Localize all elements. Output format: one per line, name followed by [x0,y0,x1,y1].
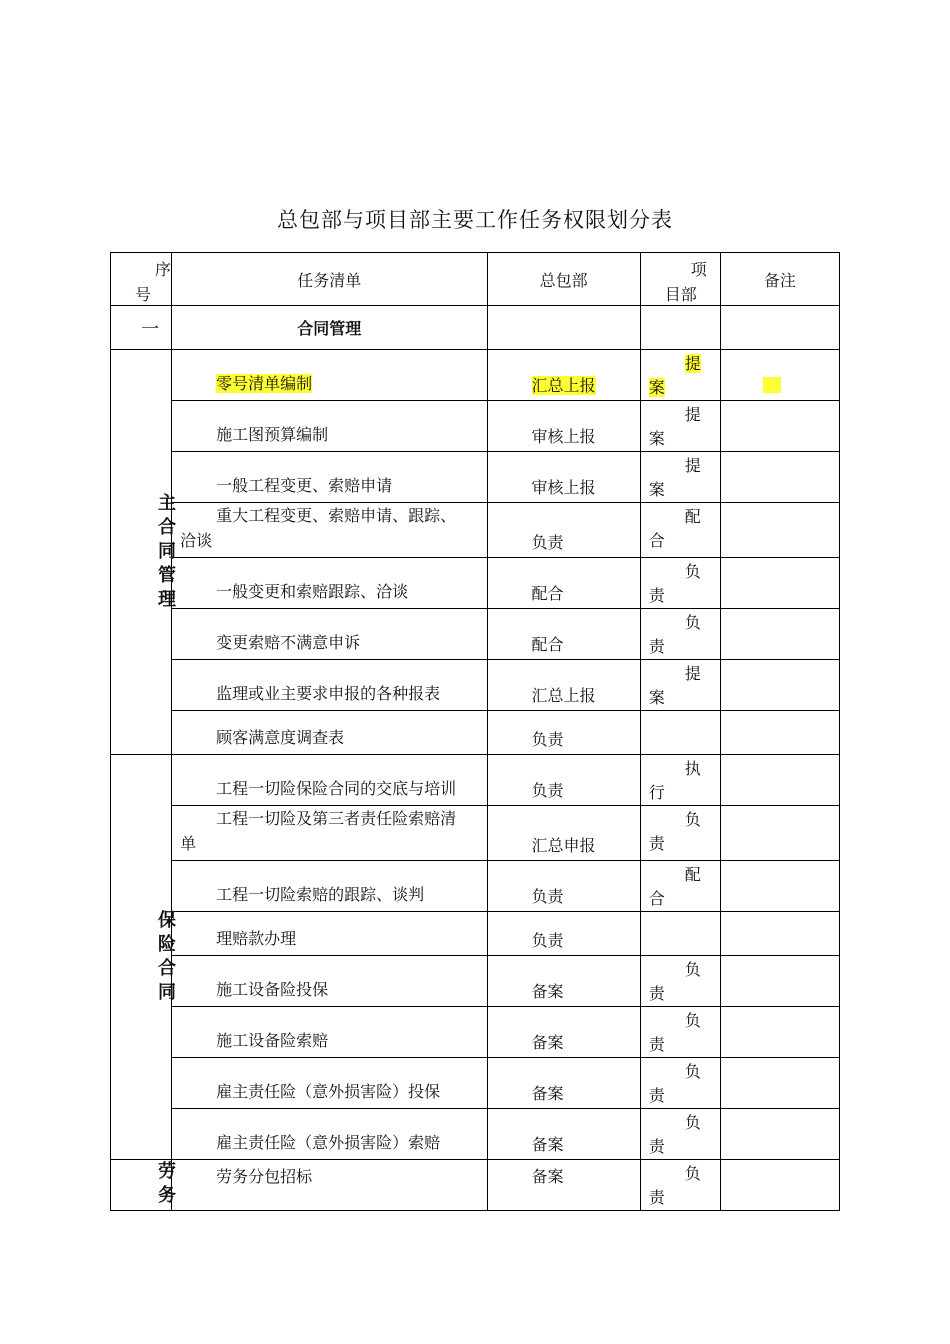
task-cell [172,503,487,558]
header-project-line1: 项 [690,260,707,279]
note-cell [720,1160,839,1211]
table-row [111,1160,840,1211]
project-text-line1: 负 [684,960,701,979]
group-label-char: 管 [158,565,176,586]
project-text-line1: 负 [684,810,701,829]
header-project-line2: 目部 [664,285,697,304]
project-cell [640,956,720,1007]
note-cell [720,755,839,806]
note-cell [720,558,839,609]
hq-cell: 负责 [487,503,640,558]
table-row [111,558,840,609]
project-cell [640,1058,720,1109]
hq-cell: 备案 [487,1007,640,1058]
table-row [111,755,840,806]
table-row [111,609,840,660]
section-number: 一 [111,306,172,350]
project-text-line2: 案 [648,429,665,448]
table-row [111,452,840,503]
project-text-line2: 责 [648,834,665,853]
project-text-line1: 提 [684,405,701,424]
table-row [111,1109,840,1160]
task-cell: 变更索赔不满意申诉 [172,609,487,660]
task-cell [172,806,487,861]
table-header-row [111,253,840,306]
header-seq-line2: 号 [135,285,152,304]
project-text-line1: 配 [684,865,701,884]
project-text-line2: 案 [648,688,665,707]
project-cell [640,861,720,912]
table-row [111,503,840,558]
group-label-char: 同 [158,982,176,1003]
hq-cell: 配合 [487,609,640,660]
note-cell [720,711,839,755]
note-cell [720,1109,839,1160]
task-text: 零号清单编制 [216,374,313,393]
task-cell: 监理或业主要求申报的各种报表 [172,660,487,711]
hq-cell: 审核上报 [487,401,640,452]
section-row [111,306,840,350]
project-text-line2: 责 [648,1086,665,1105]
task-cell: 理赔款办理 [172,912,487,956]
header-task: 任务清单 [172,253,487,306]
project-text-line1: 负 [684,1011,701,1030]
project-text-line1: 负 [684,1062,701,1081]
group-label-labor [111,1160,176,1211]
table-row [111,912,840,956]
task-cell: 顾客满意度调查表 [172,711,487,755]
task-cell: 施工设备险投保 [172,956,487,1007]
table-row [111,350,840,401]
header-note: 备注 [720,253,839,306]
table-row [111,401,840,452]
project-text-line2: 责 [648,984,665,1003]
group-label-char: 务 [158,1185,176,1206]
project-cell [640,806,720,861]
hq-cell: 配合 [487,558,640,609]
task-cell: 劳务分包招标 [172,1160,487,1211]
group-label-char: 保 [158,910,176,931]
project-text-line1: 提 [684,456,701,475]
project-cell [640,350,720,401]
empty-cell [720,306,839,350]
project-text-line2: 责 [648,1188,665,1207]
note-cell [720,660,839,711]
table-row [111,956,840,1007]
hq-cell: 备案 [487,1160,640,1211]
group-label-char: 合 [158,517,176,538]
project-text-line2: 行 [648,783,665,802]
hq-cell: 备案 [487,1109,640,1160]
task-cell: 一般变更和索赔跟踪、洽谈 [172,558,487,609]
highlight-mark [763,377,781,393]
note-cell [720,350,839,401]
header-seq-line1: 序 [155,260,172,279]
hq-cell: 汇总上报 [487,660,640,711]
group-label-main-contract [111,350,176,755]
project-cell [640,401,720,452]
project-text-line1: 提 [684,664,701,683]
project-cell [640,912,720,956]
group-label-char: 劳 [158,1161,176,1182]
project-cell [640,1160,720,1211]
hq-cell: 负责 [487,861,640,912]
table-row [111,861,840,912]
task-text-line2: 洽谈 [180,531,213,550]
project-cell [640,558,720,609]
project-text-line1: 提 [684,354,701,373]
hq-text: 汇总上报 [531,376,596,395]
project-cell [640,711,720,755]
task-cell: 工程一切险保险合同的交底与培训 [172,755,487,806]
document-title: 总包部与项目部主要工作任务权限划分表 [277,208,673,232]
project-text-line1: 负 [684,562,701,581]
task-cell: 雇主责任险（意外损害险）投保 [172,1058,487,1109]
project-text-line2: 案 [648,480,665,499]
task-cell: 施工设备险索赔 [172,1007,487,1058]
section-title: 合同管理 [172,306,487,350]
project-cell [640,660,720,711]
table-row [111,1058,840,1109]
task-cell [172,350,487,401]
hq-cell: 备案 [487,956,640,1007]
header-project [640,253,720,306]
task-text-line2: 单 [180,834,197,853]
task-permission-table [110,252,840,1211]
project-text-line2: 合 [648,889,665,908]
project-text-line2: 合 [648,531,665,550]
empty-cell [640,306,720,350]
task-text-line1: 工程一切险及第三者责任险索赔清 [216,809,457,828]
task-cell: 一般工程变更、索赔申请 [172,452,487,503]
project-text-line2: 责 [648,637,665,656]
table-row [111,806,840,861]
note-cell [720,806,839,861]
hq-cell: 负责 [487,755,640,806]
hq-cell: 备案 [487,1058,640,1109]
note-cell [720,609,839,660]
project-text-line2: 责 [648,586,665,605]
note-cell [720,956,839,1007]
project-cell [640,755,720,806]
project-text-line1: 配 [684,507,701,526]
project-cell [640,1109,720,1160]
task-cell: 雇主责任险（意外损害险）索赔 [172,1109,487,1160]
table-row [111,711,840,755]
table-row [111,1007,840,1058]
task-text-line1: 重大工程变更、索赔申请、跟踪、 [216,506,457,525]
hq-cell: 负责 [487,912,640,956]
project-cell [640,609,720,660]
project-text-line1: 负 [684,1164,701,1183]
task-cell: 工程一切险索赔的跟踪、谈判 [172,861,487,912]
group-label-char: 主 [158,493,176,514]
project-text-line1: 负 [684,613,701,632]
group-label-char: 险 [158,934,176,955]
note-cell [720,1058,839,1109]
project-text-line1: 负 [684,1113,701,1132]
project-cell [640,503,720,558]
hq-cell: 汇总申报 [487,806,640,861]
empty-cell [487,306,640,350]
note-cell [720,912,839,956]
hq-cell: 负责 [487,711,640,755]
header-seq [111,253,172,306]
project-text-line1: 执 [684,759,701,778]
group-label-char: 同 [158,541,176,562]
hq-cell [487,350,640,401]
note-cell [720,1007,839,1058]
note-cell [720,861,839,912]
group-label-char: 合 [158,958,176,979]
project-text-line2: 案 [648,378,665,397]
note-cell [720,401,839,452]
project-cell [640,1007,720,1058]
table-row [111,660,840,711]
group-label-insurance-contract [111,755,176,1160]
task-cell: 施工图预算编制 [172,401,487,452]
project-text-line2: 责 [648,1137,665,1156]
project-cell [640,452,720,503]
hq-cell: 审核上报 [487,452,640,503]
project-text-line2: 责 [648,1035,665,1054]
note-cell [720,503,839,558]
group-label-char: 理 [158,589,176,610]
header-hq: 总包部 [487,253,640,306]
note-cell [720,452,839,503]
